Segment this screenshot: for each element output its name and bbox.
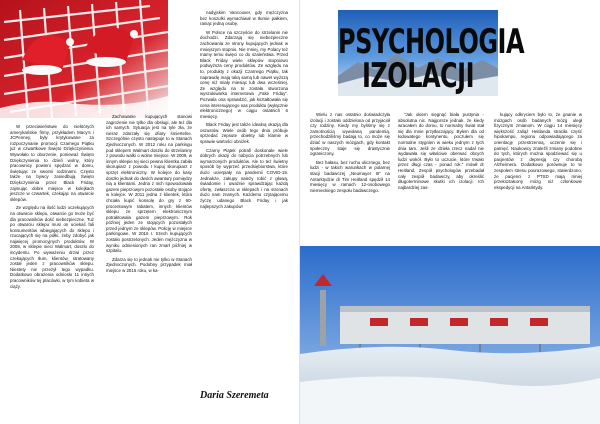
paragraph: Czarny Piątek potrafi doskonale wiele dobrych okazji do nabycia potrzebnych lub wymarzonych produktów. Ale to też świetny sposób by wyprzeć przedsiębiorstwa, które dużo ucierpiały na pandemii COVID-19. Jednakże, zakupy należy robić z głową, świadomie i uważnie sprawdzając każdą ofertę, zwłaszcza w sklepach i na stronach dużo nam znanych. Każdemu czytającemu życzę udanego Black Friday i jak najlepszych zakupów!: [200, 147, 288, 209]
paragraph: kujący odkryciem było to, że gnanie w mózgach osób badanych mózg uległ fizycznym zmianom. W ciągu 14 miesięcy większość zaliąż Heitlanda straciła część hipokampu, regionu odpowiadającego za orientację przestrzenną, uczenie się i pamięć. Naukowcy znaleźli zmiany podobne do tych, których można spodziewać się u pacjentów z depresją czy chorobą Alzheimera. Dodatkowo porównuje to te zespołem stresu pourazowego, stwierdzono, że pacjenci z PTSD mają mniej przekształcony mózg niż członkowie ekspedycji na Antarktydy.: [494, 112, 582, 190]
paragraph: Black Friday jest także idealną okazją dla oszustów. Wiele osób tego dnia próbuje sprzedać zepsute obiekty lub klamie w sprawie wartości obniżek.: [200, 122, 288, 145]
santa-carts-photo: [0, 0, 168, 118]
author-name: Daria Szeremeta: [200, 390, 269, 401]
left-column-1: [10, 124, 94, 394]
paragraph: Ze względu na ilość ludzi oczekujących na otwarcie sklepu, otwarcie go może być dla pracowników dość niebezpieczne. Tuż po otwarciu sklepu musi on uciekać fali konsumentów wbiegających do sklepu i rzucających się na półki, żeby zdobyć jak najwięcej promocyjnych produktów. W 2008, w sklepie sieci Walmart, doszło do incydentu. Po wyważeniu drzwi przez czekających tłum, klientów, stratowany został jeden z pracowników sklepu. Niestety nie przeżył tego wypadku. Dodatkowo obrażenia odniosło 11 innych pracowników tej placówki, w tym kobieta w ciąży.: [10, 205, 94, 289]
article-title-block: [338, 10, 525, 96]
right-column-1: [310, 112, 390, 244]
right-column-2: [398, 112, 484, 244]
antarctic-station-photo: [300, 246, 600, 424]
right-column-3: [494, 112, 582, 244]
title-line-1: PSYCHOLOGIA: [338, 22, 525, 62]
paragraph: Wielu z nas ostatnio doświadczyła izolacji i zostało oddzielona od przyjaciół czy rodziny. Kiedy my byliśmy się z zamotnością wywołaną pandemią, przechodziliśmy badają to, co może się dziać w naszych mózgach, gdy kontakt społeczny staje się drastycznie ograniczony.: [310, 112, 390, 157]
paragraph: W przeciwieństwie do niektórych amerykańskie firmy, przykładem Macy's i JCPenney, były krytykowane za rozpoczynanie promocji Czarnego Piątku już w czwartkowe Święto Dziękczynienia. Wywołało to oburzenie, ponieważ Święto Dziękczynienia to dzień wolny, który pracownicy powinni spędzać w domu, świętując ze swoimi rodzinami. Często także na bywcy zaniedbują Święto Dziękczynienia przez Black Friday, zajmując dobre miejsce w kolejkach jeszcze w czwartek, czekając na otwarcie sklepów.: [10, 124, 94, 202]
right-page: [300, 0, 600, 424]
title-line-2: IZOLACJI: [361, 56, 475, 96]
left-column-2: [106, 114, 192, 414]
paragraph: "Jak okiem sięgnąć biała pustynia - absolutna nic. Najgorsze jednak, że kiedy wracałem do domu, to normalny świat stał się dla mnie przytłaczający. Byłem dla od łodowatego kontynentu, poczułem się normalne stygnien w wieku jednym z tych dnia tam. Jeśli ze dzieła rzecz nadal nie wydawała się właściwe oberwać obcych ludzi wokół. Było to uczucie, które trwało przez długi czas - ponad rok." mówił dr Heitland. Zespół psychologów przebadał cały zespół badawczy, aby określić długoterminowe skutki ich izolacji. Ich najbardziej zas-: [398, 112, 484, 190]
paragraph: W Polsce na szczęście do strzelanin nie dochodzi. Zdarzają się niebezpieczne zachowania ze strony kupujących jednak w mniejszym stopniu. Nie mniej, my Polacy też mamy temu święci co do szaleństwa. Przed Black Friday wiele sklepów stopniowo podwyższa ceny produktów. Ze względu na to, produkty z okazji Czarnego Piątku, tak naprawdę mają taką samą lub nawet wyższą cenę niż miały miesiąc lub dwa wcześniej. Ze względu na to została stworzona wyszukiwarka internetowa „Fake Friday”. Pozwala ona sprawdzić, jak kształtowała się cena interesującego nas produktu (wyłącznie elektronicznego) w ciągu ostatnich 6 miesięcy.: [200, 29, 288, 119]
paragraph: nadyjskim Vancouver, gdy mężczyzna bez koszulki wymachiwał w tłumie pałkiem, raniąc jedną osobę.: [200, 10, 288, 27]
paragraph: Zdarza się to jednak nie tylko w Stanach Zjednoczonych. Podobny przypadek miał miejsce w 2016 roku, w ka-: [106, 256, 192, 274]
left-column-3: [200, 10, 288, 386]
paragraph: Zachowanie kupujących stanowi zagrożenie nie tylko dla obsługi, ale też dla ich samych. Sytuacja jest na tyle zła, że nieraz zdarzały się ofiary śmiertelne. Szczególnie często następuje to w Stanach Zjednoczonych. W 2012 roku na parkingu pod sklepem Walmart doszło do strzelaniny z powodu walki o wolne miejsce. W 2009, w innym sklepie tej sieci pewna klientka zabiła skorupiarz z powodu I kupuj skorupiarz z sprzęt elektroniczny. W kolejce do kasy doszło jednak do dwóch awantury pomiędzy nią a klientami. Jedna z nich spowodowała gazem pieprzowym pozostałe osoby stojące w kolejce. W 2011 jedna z klientek, która chciała kupić konsolę do gry z 60-procentowym rabatem, innych klientów sklepu ze sprzętem elektronicznym potraktowała gazem pieprzowym. Rok później jeden ze stojących pozostałych przed jednym ze sklepów. Policję w miejsce parkingowe. W 2016 r. trzech kupujących zostało postrzelonych. Jeden mężczyzna w wyniku odniesionych ran zmarł później w szpitalu.: [106, 114, 192, 254]
paragraph: Bez hałasu, bez ruchu ulicznego, bez ludzi - w takich warunkach w polarnej stacji badawczej „Neumayer III” na Antarktydzie dr Tim Heitland spędził 14 miesięcy w ramach 12-osobowego niemieckiego zespołu badawczego.: [310, 159, 390, 193]
